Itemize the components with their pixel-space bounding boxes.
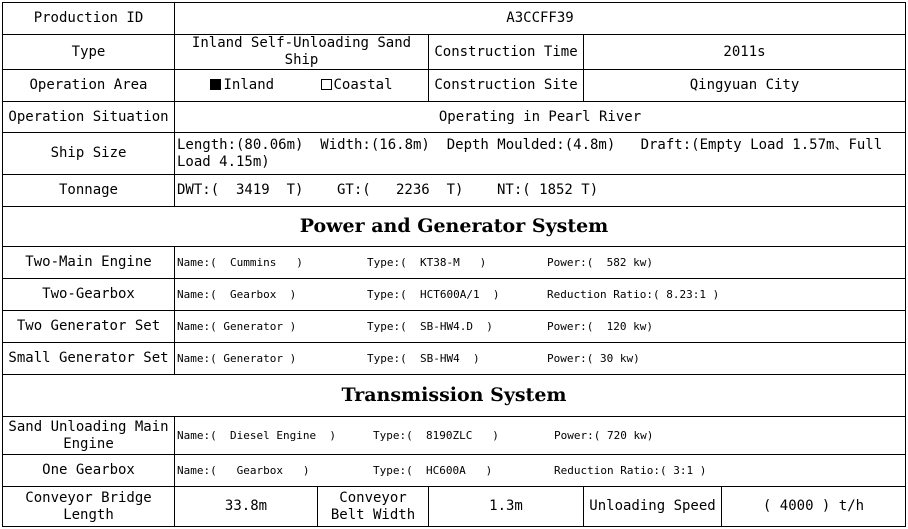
two-gearbox-type: Type:( HCT600A/1 ) — [367, 288, 500, 301]
row-ship-size — [3, 133, 906, 175]
two-generator-set-type: Type:( SB-HW4.D ) — [367, 320, 493, 333]
type-label: Type — [3, 35, 175, 70]
row-tonnage — [3, 175, 906, 207]
operation-situation-label: Operation Situation — [3, 102, 175, 133]
option-inland[interactable] — [210, 77, 274, 94]
sand-unloading-main-engine-label: Sand Unloading Main Engine — [3, 417, 175, 455]
row-type — [3, 35, 906, 70]
row-operation-situation — [3, 102, 906, 133]
option-inland-label: Inland — [223, 77, 275, 93]
sand-unloading-main-engine-type: Type:( 8190ZLC ) — [373, 429, 499, 442]
option-coastal[interactable] — [321, 77, 393, 94]
row-power-section — [3, 207, 906, 247]
construction-time-label: Construction Time — [429, 35, 584, 70]
operation-area-label: Operation Area — [3, 70, 175, 102]
operation-situation-value: Operating in Pearl River — [175, 102, 906, 133]
power-section-title: Power and Generator System — [3, 207, 906, 247]
construction-time-value: 2011s — [584, 35, 906, 70]
small-generator-set-name: Name:( Generator ) — [177, 352, 297, 365]
two-main-engine-type: Type:( KT38-M ) — [367, 256, 487, 269]
row-two-main-engine — [3, 247, 906, 279]
two-gearbox-ratio: Reduction Ratio:( 8.23:1 ) — [547, 288, 720, 301]
one-gearbox-label: One Gearbox — [3, 455, 175, 487]
operation-area-options — [175, 70, 429, 102]
conveyor-belt-label: Conveyor Belt Width — [318, 487, 429, 527]
ship-spec-table — [2, 2, 906, 527]
production-id-label: Production ID — [3, 3, 175, 35]
row-production-id — [3, 3, 906, 35]
two-main-engine-name: Name:( Cummins ) — [177, 256, 303, 269]
type-value: Inland Self-Unloading Sand Ship — [175, 35, 429, 70]
two-generator-set-label: Two Generator Set — [3, 311, 175, 343]
two-gearbox-name: Name:( Gearbox ) — [177, 288, 297, 301]
two-gearbox-details — [175, 279, 906, 311]
conveyor-bridge-label: Conveyor Bridge Length — [3, 487, 175, 527]
small-generator-set-details — [175, 343, 906, 375]
small-generator-set-power: Power:( 30 kw) — [547, 352, 640, 365]
row-small-generator-set — [3, 343, 906, 375]
row-transmission-section — [3, 375, 906, 417]
sand-unloading-main-engine-details — [175, 417, 906, 455]
two-main-engine-power: Power:( 582 kw) — [547, 256, 653, 269]
row-sand-unloading-main-engine — [3, 417, 906, 455]
two-generator-set-power: Power:( 120 kw) — [547, 320, 653, 333]
sand-unloading-main-engine-power: Power:( 720 kw) — [554, 429, 654, 442]
two-gearbox-label: Two-Gearbox — [3, 279, 175, 311]
row-conveyor — [3, 487, 906, 527]
one-gearbox-details — [175, 455, 906, 487]
conveyor-bridge-value: 33.8m — [175, 487, 318, 527]
small-generator-set-type: Type:( SB-HW4 ) — [367, 352, 480, 365]
unchecked-box-icon — [321, 79, 332, 90]
tonnage-nt: NT:( 1852 T) — [497, 182, 599, 198]
one-gearbox-type: Type:( HC600A ) — [373, 464, 493, 477]
one-gearbox-ratio: Reduction Ratio:( 3:1 ) — [554, 464, 707, 477]
two-generator-set-name: Name:( Generator ) — [177, 320, 297, 333]
unloading-speed-label: Unloading Speed — [584, 487, 722, 527]
tonnage-values — [175, 175, 906, 207]
checked-box-icon — [210, 79, 221, 90]
tonnage-gt: GT:( 2236 T) — [337, 182, 464, 198]
unloading-speed-value: ( 4000 ) t/h — [722, 487, 906, 527]
one-gearbox-name: Name:( Gearbox ) — [177, 464, 310, 477]
two-generator-set-details — [175, 311, 906, 343]
row-one-gearbox — [3, 455, 906, 487]
conveyor-belt-value: 1.3m — [429, 487, 584, 527]
small-generator-set-label: Small Generator Set — [3, 343, 175, 375]
tonnage-dwt: DWT:( 3419 T) — [177, 182, 304, 198]
ship-size-label: Ship Size — [3, 133, 175, 175]
two-main-engine-details — [175, 247, 906, 279]
option-coastal-label: Coastal — [333, 77, 393, 93]
row-operation-area — [3, 70, 906, 102]
two-main-engine-label: Two-Main Engine — [3, 247, 175, 279]
sand-unloading-main-engine-name: Name:( Diesel Engine ) — [177, 429, 336, 442]
construction-site-label: Construction Site — [429, 70, 584, 102]
ship-size-value: Length:(80.06m) Width:(16.8m) Depth Moulded:(4.8m) Draft:(Empty Load 1.57m、Full Load 4.15m) — [175, 133, 906, 175]
production-id-value: A3CCFF39 — [175, 3, 906, 35]
construction-site-value: Qingyuan City — [584, 70, 906, 102]
row-two-generator-set — [3, 311, 906, 343]
row-two-gearbox — [3, 279, 906, 311]
tonnage-label: Tonnage — [3, 175, 175, 207]
transmission-section-title: Transmission System — [3, 375, 906, 417]
